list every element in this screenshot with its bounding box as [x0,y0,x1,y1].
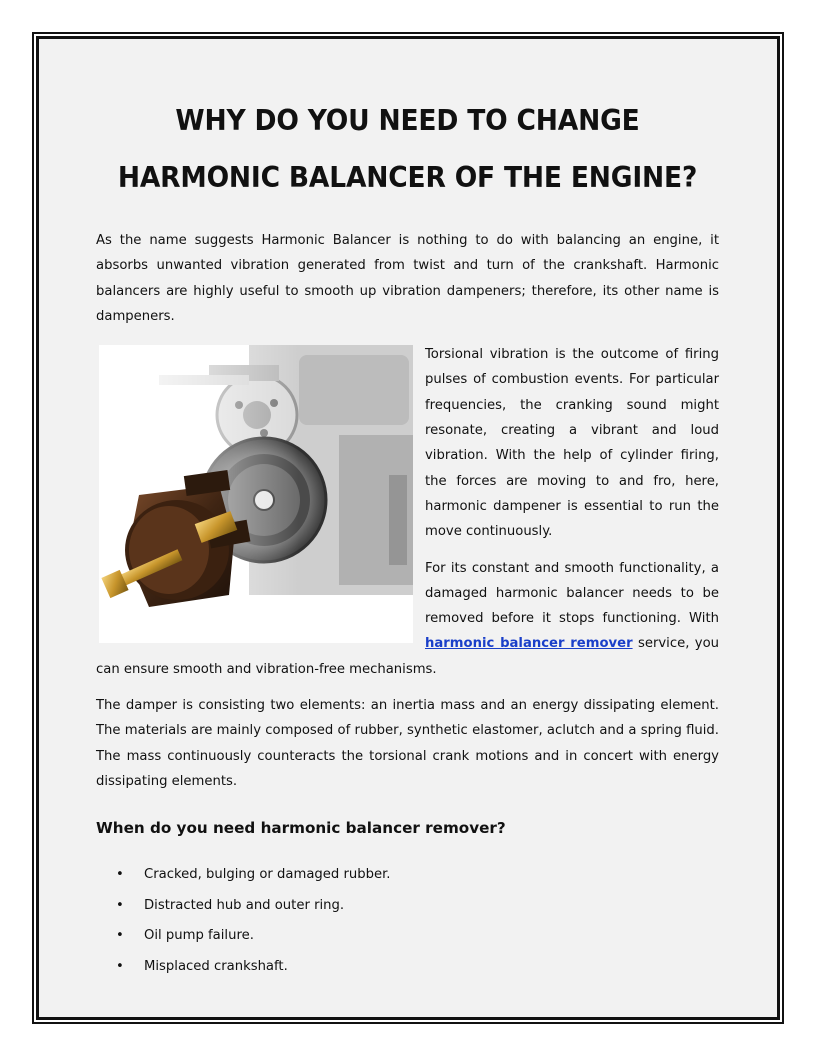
list-item [96,952,719,983]
engine-tool-illustration [99,345,413,643]
functionality-text-after: service, you can ensure smooth and vibration-free mechanisms. [96,636,719,677]
reasons-list [96,860,719,982]
damper-paragraph: The damper is consisting two elements: an inertia mass and an energy dissipating element. The materials are mainly composed of rubber, synthetic elastomer, aclutch and a spring fluid. The mass continuously counteracts the torsional crank motions and in concert with energy dissipating elements. [96,698,719,789]
bullet-icon: • [116,958,124,974]
intro-paragraph: As the name suggests Harmonic Balancer is nothing to do with balancing an engine, it absorbs unwanted vibration generated from twist and turn of the crankshaft. Harmonic balancers are highly useful to smooth up vibration dampeners; therefore, its other name is dampeners. [96,233,719,324]
bullet-icon: • [116,867,124,883]
list-item [96,891,719,922]
title-line-2: HARMONIC BALANCER OF THE ENGINE? [117,161,698,194]
bullet-icon: • [116,928,124,944]
section-subheading: When do you need harmonic balancer remover? [96,819,506,838]
document-body [96,92,719,982]
title-line-1: WHY DO YOU NEED TO CHANGE [175,104,640,137]
functionality-text-before: For its constant and smooth functionality, a damaged harmonic balancer needs to be removed before it stops functioning. With [425,560,719,627]
torsional-paragraph: Torsional vibration is the outcome of firing pulses of combustion events. For particular frequencies, the cranking sound might resonate, creating a vibrant and loud vibration. With the help of cylinder firing, the forces are moving to and fro, here, harmonic dampener is essential to run the move continuously. [425,347,719,540]
list-item-text: Misplaced crankshaft. [144,958,288,974]
list-item-text: Distracted hub and outer ring. [144,897,345,913]
image-text-section [96,342,719,682]
harmonic-balancer-remover-link[interactable]: harmonic balancer remover [425,636,633,652]
list-item [96,860,719,891]
list-item [96,921,719,952]
bullet-icon: • [116,897,124,913]
page-title [118,92,697,206]
list-item-text: Cracked, bulging or damaged rubber. [144,867,391,883]
list-item-text: Oil pump failure. [144,928,254,944]
balancer-remover-image [99,345,413,643]
